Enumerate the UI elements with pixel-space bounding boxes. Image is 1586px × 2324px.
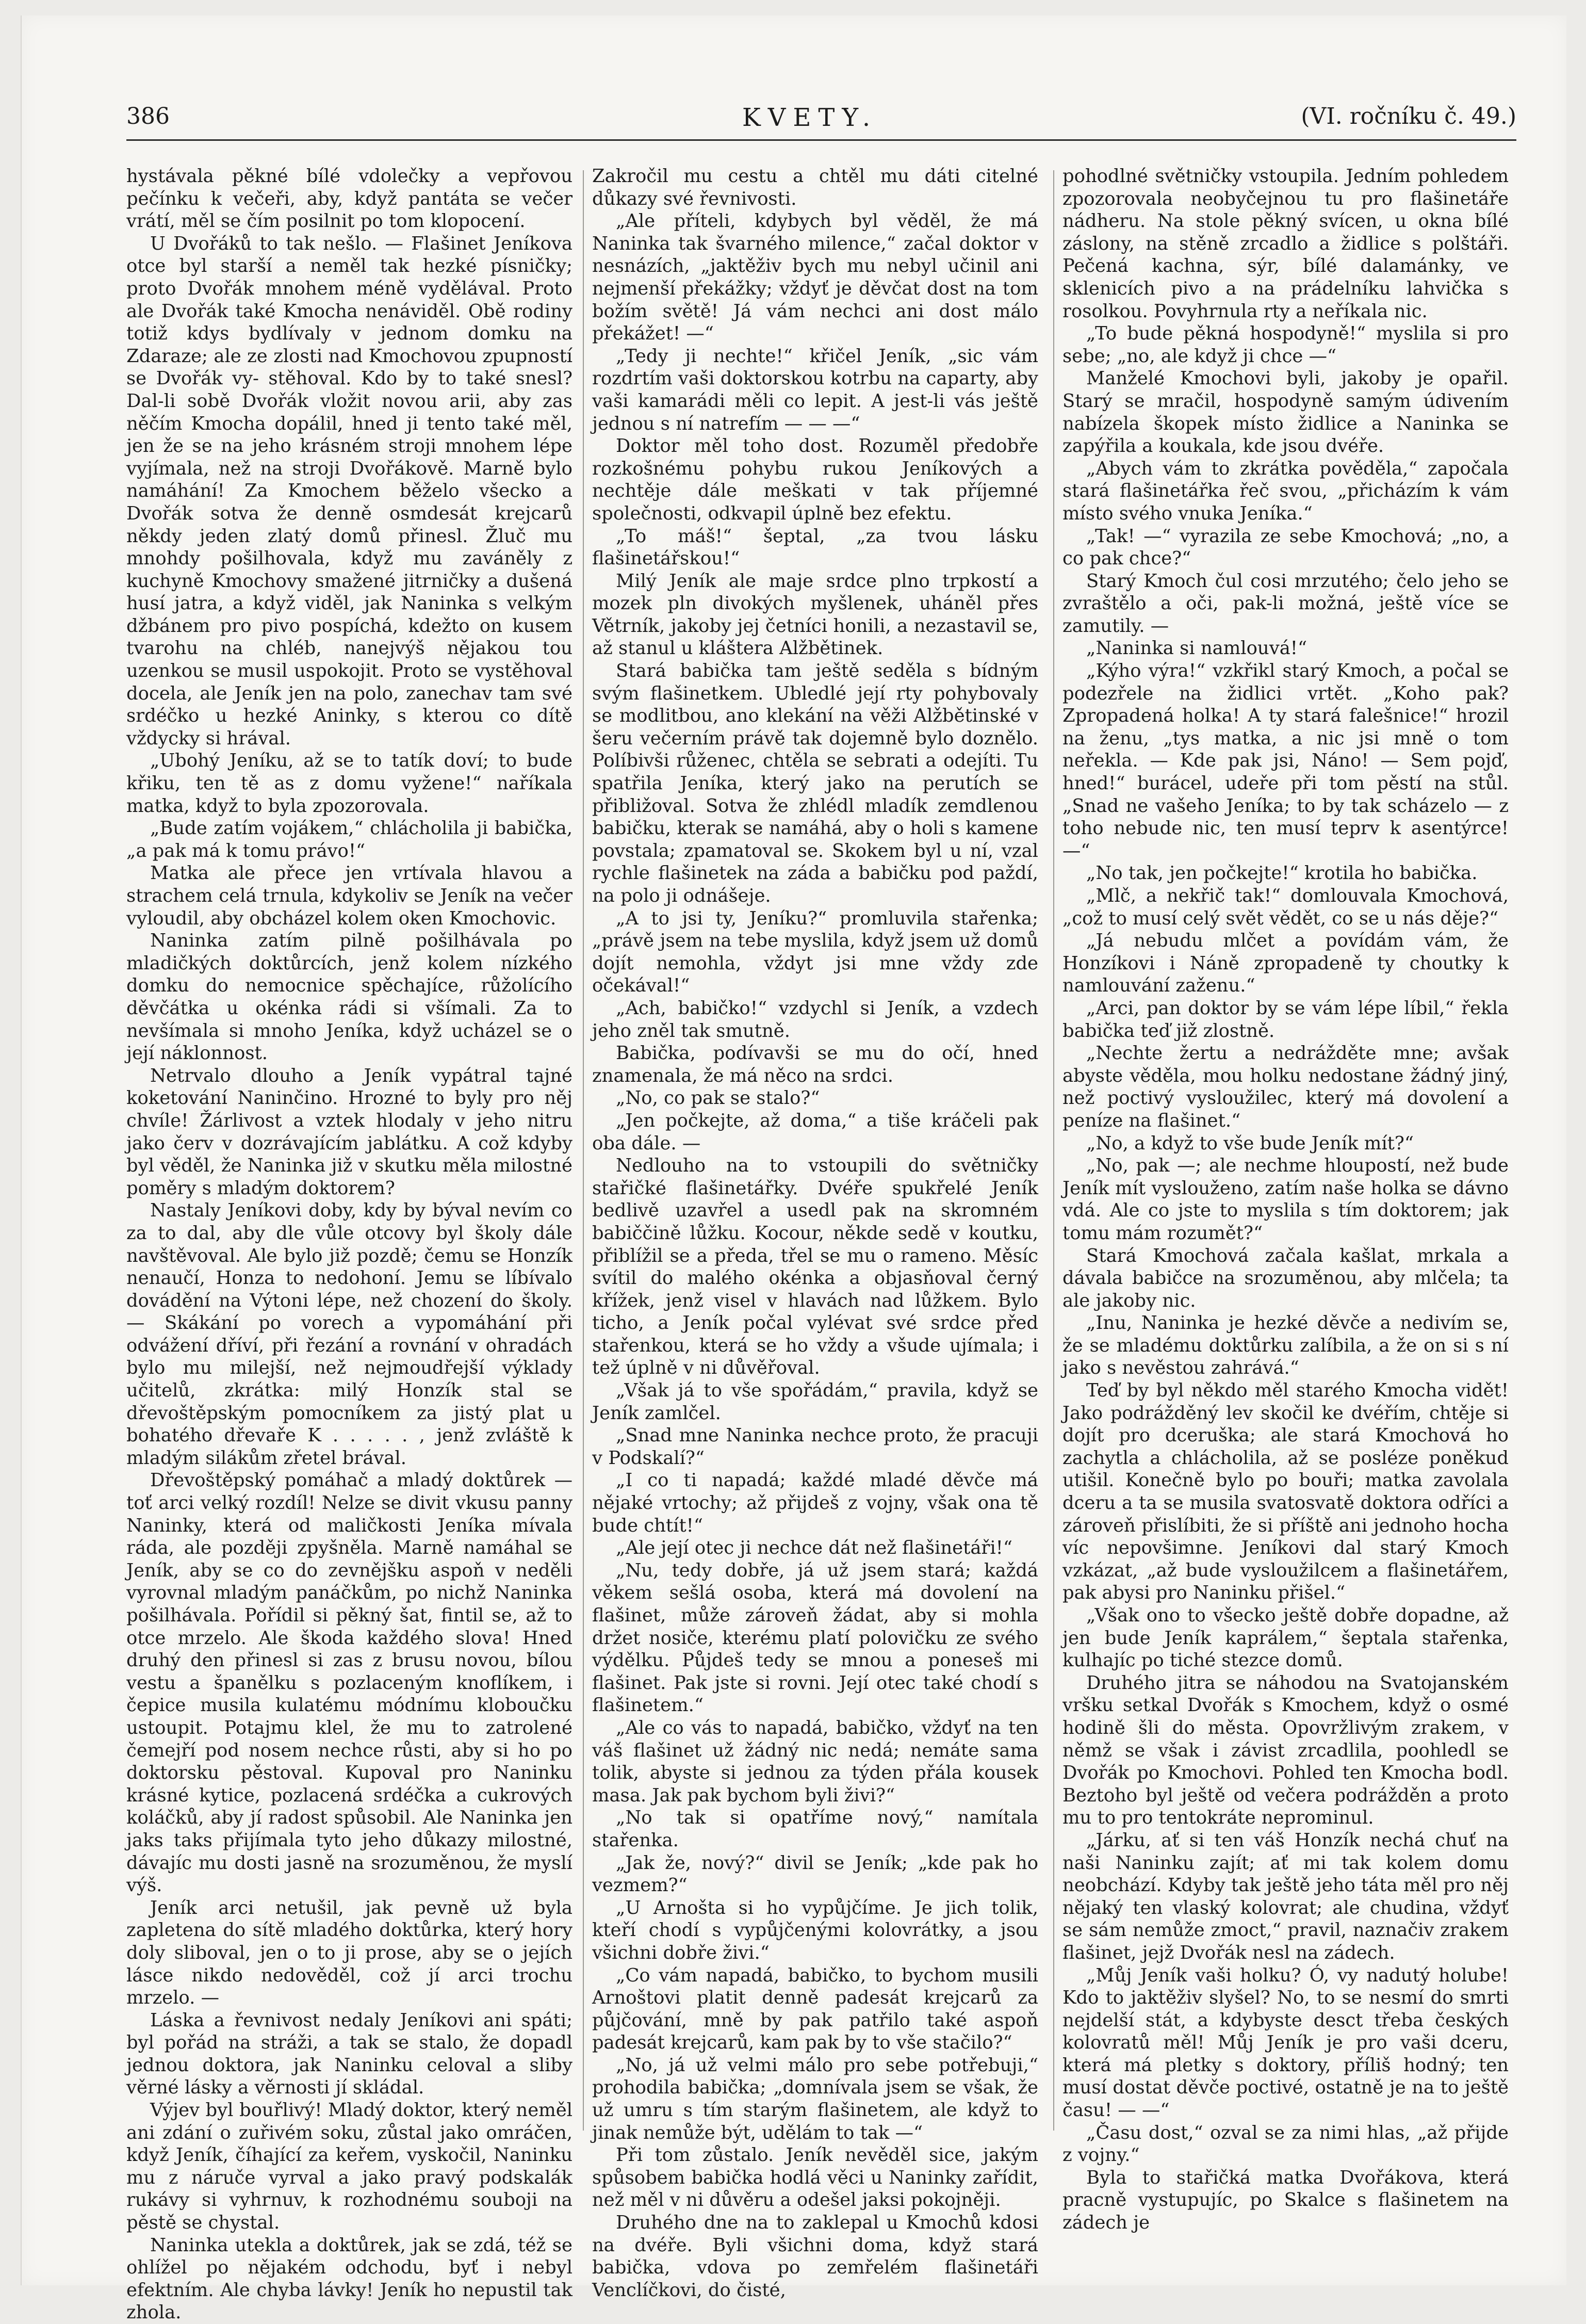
paragraph: Teď by byl někdo měl starého Kmocha vidět! Jako podrážděný lev skočil ke dvéřím, chtěje si dojít pro dceruška; ale stará Kmochová ho zachytla a chlácholila, až se posléze poněkud utišil. Konečně bylo po bouři; matka zavolala dceru a ta se musila svatosvatě doktora odříci a zároveň přislíbiti, že si příště ani jednoho hocha víc nepovšimne. Jeníkovi dal starý Kmoch vzkázat, „až bude vysloužilcem a flašinetářem, pak abysi pro Naninku přišel.“: [1062, 1380, 1509, 1604]
paragraph: U Dvořáků to tak nešlo. — Flašinet Jeníkova otce byl starší a neměl tak hezké písničky; proto Dvořák mnohem méně vydělával. Proto ale Dvořák také Kmocha nenáviděl. Obě rodiny totiž kdys bydlívaly v jednom domku na Zdaraze; ale ze zlosti nad Kmochovou zpupností se Dvořák vy- stěhoval. Kdo by to také snesl? Dal-li sobě Dvořák vložit novou arii, aby zas něčím Kmocha dopálil, hned ji tento také měl, jen že se na jeho krásném stroji mnohem lépe vyjímala, než na stroji Dvořákově. Marně bylo namáhání! Za Kmochem běželo všecko a Dvořák sotva že denně osmdesát krejcarů někdy jeden zlatý domů přinesl. Žluč mu mnohdy pošilhovala, když mu zaváněly z kuchyně Kmochovy smažené jitrničky a dušená husí jatra, a když viděl, jak Naninka s velkým džbánem pro pivo pospíchá, kdežto on kusem tvarohu na chléb, nanejvýš nějakou tou uzenkou se musil uspokojit. Proto se vystěhoval docela, ale Jeník jen na polo, zanechav tam své srdéčko u hezké Aninky, s kterou co dítě vždycky si hrával.: [126, 233, 573, 749]
paragraph: Výjev byl bouřlivý! Mladý doktor, který neměl ani zdání o zuřivém soku, zůstal jako omráčen, když Jeník, číhající za keřem, vyskočil, Naninku mu z náruče vyrval a jako pravý podskalák rukávy si vyhrnuv, k rozhodnému souboji na pěstě se chystal.: [126, 2100, 573, 2234]
paragraph: „Já nebudu mlčet a povídám vám, že Honzíkovi i Náně zpropadeně ty choutky k namlouvání zaženu.“: [1062, 930, 1509, 997]
paragraph: pohodlné světničky vstoupila. Jedním pohledem zpozorovala neobyčejnou tu pro flašinetáře nádheru. Na stole pěkný svícen, u okna bílé záslony, na stěně zrcadlo a židlice s polštáři. Pečená kachna, sýr, bílé dalamánky, ve sklenicích pivo a na prádelníku lahvička s rosolkou. Povyhrnula rty a neříkala nic.: [1062, 166, 1509, 322]
paragraph: Jeník arci netušil, jak pevně už byla zapletena do sítě mladého doktůrka, který hory doly sliboval, jen o to ji prose, aby se o jejích lásce nikdo nedověděl, což jí arci trochu mrzelo. —: [126, 1897, 573, 2009]
paragraph: Matka ale přece jen vrtívala hlavou a strachem celá trnula, kdykoliv se Jeník na večer vyloudil, aby obcházel kolem oken Kmochovic.: [126, 863, 573, 929]
paragraph: „Ach, babičko!“ vzdychl si Jeník, a vzdech jeho zněl tak smutně.: [592, 997, 1038, 1042]
paragraph: „Co vám napadá, babičko, to bychom musili Arnoštovi platit denně padesát krejcarů za půjčování, mně by pak patřilo také aspoň padesát krejcarů, kam pak by to vše stačilo?“: [592, 1964, 1038, 2054]
paragraph: „Jak že, nový?“ divil se Jeník; „kde pak ho vezmem?“: [592, 1852, 1038, 1896]
paragraph: „Naninka si namlouvá!“: [1086, 638, 1307, 659]
paragraph: „Nu, tedy dobře, já už jsem stará; každá věkem sešlá osoba, která má dovolení na flašinet, může zároveň žádat, aby si mohla držet nosiče, kterému platí polovičku ze svého výdělku. Půjdeš tedy se mnou a poneseš mi flašinet. Pak jste si rovni. Její otec také chodí s flašinetem.“: [592, 1559, 1038, 1716]
paragraph: Naninka utekla a doktůrek, jak se zdá, též se ohlížel po nějakém odchodu, byť i nebyl efektním. Ale chyba lávky! Jeník ho nepustil tak zhola.: [126, 2234, 573, 2323]
paragraph: „Snad mne Naninka nechce proto, že pracuji v Podskalí?“: [592, 1425, 1038, 1469]
paragraph: „No tak, jen počkejte!“ krotila ho babička.: [1086, 863, 1478, 884]
paragraph: „To bude pěkná hospodyně!“ myslila si pro sebe; „no, ale když ji chce —“: [1062, 323, 1509, 367]
paragraph: „Ale co vás to napadá, babičko, vždyť na ten váš flašinet už žádný nic nedá; nemáte sama tolik, abyste si jednou za týden přála kousek masa. Jak pak bychom byli živi?“: [592, 1717, 1038, 1806]
paragraph: „Ubohý Jeníku, až se to tatík doví; to bude křiku, ten tě as z domu vyžene!“ naříkala matka, když to byla zpozorovala.: [126, 750, 573, 817]
paragraph: „Jen počkejte, až doma,“ a tiše kráčeli pak oba dále. —: [592, 1110, 1038, 1154]
paragraph: Doktor měl toho dost. Rozuměl předobře rozkošnému pohybu rukou Jeníkových a nechtěje dále meškati v tak příjemné společnosti, odkvapil úplně bez efektu.: [592, 435, 1038, 524]
paragraph: Druhého jitra se náhodou na Svatojanském vršku setkal Dvořák s Kmochem, když o osmé hodině šli do města. Opovržlivým zrakem, v němž se však i závist zrcadlila, poohledl se Dvořák po Kmochovi. Pohled ten Kmocha bodl. Beztoho byl ještě od večera podrážděn a proto mu to pro tentokráte neprominul.: [1062, 1672, 1509, 1829]
paragraph: „No, pak —; ale nechme hloupostí, než bude Jeník mít vyslouženo, zatím naše holka se dávno vdá. Ale co jste to myslila s tím doktorem; jak tomu mám rozumět?“: [1062, 1155, 1509, 1244]
magazine-title: KVETY.: [742, 103, 878, 132]
header-rule: [126, 139, 1516, 141]
paragraph: „Času dost,“ ozval se za nimi hlas, „až přijde z vojny.“: [1062, 2122, 1509, 2166]
paragraph: hystávala pěkné bílé vdolečky a vepřovou pečínku k večeři, aby, když pantáta se večer vrátí, měl se čím posilnit po tom klopocení.: [126, 166, 573, 232]
paragraph: „Bude zatím vojákem,“ chlácholila ji babička, „a pak má k tomu právo!“: [126, 818, 573, 862]
paragraph: Stará babička tam ještě seděla s bídným svým flašinetkem. Ubledlé její rty pohybovaly se modlitbou, ano klekání na věži Alžbětinské v šeru večerním právě tak dojemně bylo doznělo. Políbivši růženec, chtěla se sebrati a odejíti. Tu spatřila Jeníka, který jako na perutích se přibližoval. Sotva že zhlédl mladík zemdlenou babičku, kterak se namáhá, aby o holi s kamene povstala; zpamatoval se. Skokem byl u ní, vzal rychle flašinetek na záda a babičku pod paždí, na polo ji odnášeje.: [592, 660, 1038, 906]
paragraph: Dřevoštěpský pomáhač a mladý doktůrek — toť arci velký rozdíl! Nelze se divit vkusu panny Naninky, která od maličkosti Jeníka mívala ráda, ale později zpyšněla. Marně namáhal se Jeník, aby se co do zevnějšku aspoň v neděli vyrovnal mladým panáčkům, po nichž Naninka pošilhávala. Pořídil si pěkný šat, fintil se, až to otce mrzelo. Ale škoda každého slova! Hned druhý den přinesl si zas z brusu novou, bílou vestu a španělku s pozlaceným knoflíkem, i čepice musila kulatému módnímu kloboučku ustoupit. Potajmu klel, že mu to zatrolené čemejří pod nosem nechce růsti, aby si ho po doktorsku pěstoval. Kupoval pro Naninku krásné kytice, pozlacená srdéčka a cukrových koláčků, aby jí radost spůsobil. Ale Naninka jen jaks taks přijímala tyto jeho důkazy milostné, dávajíc mu dosti jasně na srozuměnou, že myslí výš.: [126, 1470, 573, 1896]
paragraph: „U Arnošta si ho vypůjčíme. Je jich tolik, kteří chodí s vypůjčenými kolovrátky, a jsou všichni dobře živi.“: [592, 1897, 1038, 1963]
paragraph: „No, co pak se stalo?“: [616, 1087, 820, 1109]
paragraph: Při tom zůstalo. Jeník nevěděl sice, jakým spůsobem babička hodlá věci u Naninky zařídit, než měl v ni důvěru a odešel jaksi pokojněji.: [592, 2144, 1038, 2211]
paragraph: „To máš!“ šeptal, „za tvou lásku flašinetářskou!“: [592, 525, 1038, 570]
paragraph: Byla to stařičká matka Dvořákova, která pracně vystupujíc, po Skalce s flašinetem na zádech je: [1062, 2167, 1509, 2234]
paragraph: „Kýho výra!“ vzkřikl starý Kmoch, a počal se podezřele na židlici vrtět. „Koho pak? Zpropadená holka! A ty stará falešnice!“ hrozil na ženu, „tys matka, a nic jsi mně o tom neřekla. — Kde pak jsi, Náno! — Sem pojď, hned!“ burácel, udeře při tom pěstí na stůl. „Snad ne vašeho Jeníka; to by tak scházelo — z toho nebude nic, ten musí teprv k asentýrce! —“: [1062, 660, 1509, 862]
paragraph: Druhého dne na to zaklepal u Kmochů kdosi na dvéře. Byli všichni doma, když stará babička, vdova po zemřelém flašinetáři Venclíčkovi, do čisté,: [592, 2212, 1038, 2301]
paragraph: „Inu, Naninka je hezké děvče a nedivím se, že se mladému doktůrku zalíbila, a že on si s ní jako s nevěstou zahrává.“: [1062, 1312, 1509, 1379]
paragraph: Nedlouho na to vstoupili do světničky stařičké flašinetářky. Dvéře spukřelé Jeník bedlivě uzavřel a usedl pak na skromném babiččině lůžku. Kocour, někde sedě v koutku, přiblížil se a předa, třel se mu o rameno. Měsíc svítil do malého okénka a objasňoval černý křížek, jenž visel v hlavách nad lůžkem. Bylo ticho, a Jeník počal vylévat své srdce před stařenkou, která se ho vždy a všude ujímala; i tež úplně v ni důvěřoval.: [592, 1155, 1038, 1379]
text-column-3: [1062, 165, 1509, 2234]
paragraph: „Járku, ať si ten váš Honzík nechá chuť na naši Naninku zajít; ať mi tak kolem domu neobchází. Kdyby tak ještě jeho táta měl pro něj nějaký ten vlaský kolovrat; ale chudina, vždyť se sám nemůže zmoct,“ pravil, naznačiv zrakem flašinet, jejž Dvořák nesl na zádech.: [1062, 1829, 1509, 1963]
paragraph: „I co ti napadá; každé mladé děvče má nějaké vrtochy; až přijdeš z vojny, však ona tě bude chtít!“: [592, 1470, 1038, 1536]
paragraph: „Mlč, a nekřič tak!“ domlouvala Kmochová, „což to musí celý svět vědět, co se u nás děje?“: [1062, 885, 1509, 929]
paragraph: Láska a řevnivost nedaly Jeníkovi ani spáti; byl pořád na stráži, a tak se stalo, že dopadl jednou doktora, jak Naninku celoval a sliby věrné lásky a věrnosti jí skládal.: [126, 2009, 573, 2099]
paragraph: „No tak si opatříme nový,“ namítala stařenka.: [592, 1807, 1038, 1851]
paragraph: Starý Kmoch čul cosi mrzutého; čelo jeho se zvraštělo a oči, pak-li možná, ještě více se zamutily. —: [1062, 570, 1509, 637]
paragraph: „Arci, pan doktor by se vám lépe líbil,“ řekla babička teď již zlostně.: [1062, 997, 1509, 1042]
paragraph: „Však já to vše spořádám,“ pravila, když se Jeník zamlčel.: [592, 1380, 1038, 1424]
paragraph: „A to jsi ty, Jeníku?“ promluvila stařenka; „právě jsem na tebe myslila, když jsem už domů dojít nemohla, vždyt jsi mne vždy zde očekával!“: [592, 907, 1038, 997]
paragraph: Stará Kmochová začala kašlat, mrkala a dávala babičce na srozuměnou, aby mlčela; ta ale jakoby nic.: [1062, 1245, 1509, 1311]
page-number: 386: [126, 103, 170, 129]
text-column-1: [126, 165, 573, 2323]
paragraph: „Ale její otec ji nechce dát než flašinetáři!“: [616, 1537, 1012, 1559]
paragraph: „Nechte žertu a nedrážděte mne; avšak abyste věděla, mou holku nedostane žádný jiný, než poctivý vysloužilec, který má dovolení a peníze na flašinet.“: [1062, 1043, 1509, 1131]
paragraph: „Tak! —“ vyrazila ze sebe Kmochová; „no, a co pak chce?“: [1062, 525, 1509, 570]
paragraph: „No, já už velmi málo pro sebe potřebuji,“ prohodila babička; „domnívala jsem se však, že už umru s tím starým flašinetem, ale když to jinak nemůže být, udělám to tak —“: [592, 2054, 1038, 2143]
paragraph: Netrvalo dlouho a Jeník vypátral tajné koketování Naninčino. Hrozné to byly pro něj chvíle! Žárlivost a vztek hlodaly v jeho nitru jako červ v dozrávajícím jablátku. A což kdyby byl věděl, že Naninka již v skutku měla milostné poměry s mladým doktorem?: [126, 1065, 573, 1199]
paragraph: Milý Jeník ale maje srdce plno trpkostí a mozek pln divokých myšlenek, uháněl přes Větrník, jakoby jej četníci honili, a nezastavil se, až stanul u kláštera Alžbětinek.: [592, 570, 1038, 659]
paragraph: Naninka zatím pilně pošilhávala po mladičkých doktůrcích, jenž kolem nízkého domku do nemocnice spěchajíce, růžolícího děvčátka u okénka rádi si všímali. Za to nevšímala si mnoho Jeníka, když ucházel se o její náklonnost.: [126, 930, 573, 1064]
paragraph: „Však ono to všecko ještě dobře dopadne, až jen bude Jeník kaprálem,“ šeptala stařenka, kulhajíc po tiché stezce domů.: [1062, 1605, 1509, 1671]
paragraph: „Ale příteli, kdybych byl věděl, že má Naninka tak švarného milence,“ začal doktor v nesnázích, „jaktěživ bych mu nebyl učinil ani nejmenší překážky; vždyť je děvčat dost na tom božím světě! Já vám nechci ani dost málo překážet! —“: [592, 210, 1038, 345]
paragraph: „No, a když to vše bude Jeník mít?“: [1086, 1132, 1414, 1154]
paragraph: „Můj Jeník vaši holku? Ó, vy nadutý holube! Kdo to jaktěživ slyšel? No, to se nesmí do smrti nejdelší stát, a kdybyste desct třeba českých kolovratů měl! Můj Jeník je pro vaši dceru, která má pletky s doktory, příliš hodný; ten musí dostat děvče poctivé, ostatně je na to ještě času! — —“: [1062, 1964, 1509, 2121]
paragraph: Manželé Kmochovi byli, jakoby je opařil. Starý se mračil, hospodyně samým údivením nabízela škopek místo židlice a Naninka se zapýřila a koukala, kde jsou dvéře.: [1062, 368, 1509, 457]
column-divider: [1053, 170, 1054, 2131]
paragraph: Babička, podívavši se mu do očí, hned znamenala, že má něco na srdci.: [592, 1043, 1038, 1086]
paragraph: „Abych vám to zkrátka pověděla,“ započala stará flašinetářka řeč svou, „přicházím k vám místo svého vnuka Jeníka.“: [1062, 458, 1509, 524]
column-divider: [583, 170, 584, 2131]
page-header: [103, 103, 1516, 134]
paragraph: Nastaly Jeníkovi doby, kdy by býval nevím co za to dal, aby dle vůle otcovy byl školy dále navštěvoval. Ale bylo již pozdě; čemu se Honzík nenaučí, Honza to nedohoní. Jemu se líbívalo dovádění na Výtoni lépe, než chození do školy. — Skákání po vorech a vypomáhání při odvážení dříví, při řezání a rovnání v ohradách bylo mu milejší, než nejmoudřejší výklady učitelů, zkrátka: milý Honzík stal se dřevoštěpským pomocníkem za jistý plat u bohatého dřevaře K . . . . . , jenž zvláště k mladým silákům zřetel brával.: [126, 1200, 573, 1469]
paragraph: „Tedy ji nechte!“ křičel Jeník, „sic vám rozdrtím vaši doktorskou kotrbu na caparty, aby vaši kamarádi měli co lepit. A jest-li vás ještě jednou s ní natrefím — — —“: [592, 345, 1038, 434]
text-column-2: [592, 165, 1038, 2301]
paragraph: Zakročil mu cestu a chtěl mu dáti citelné důkazy své řevnivosti.: [592, 166, 1038, 209]
issue-reference: (VI. ročníku č. 49.): [1301, 103, 1516, 129]
